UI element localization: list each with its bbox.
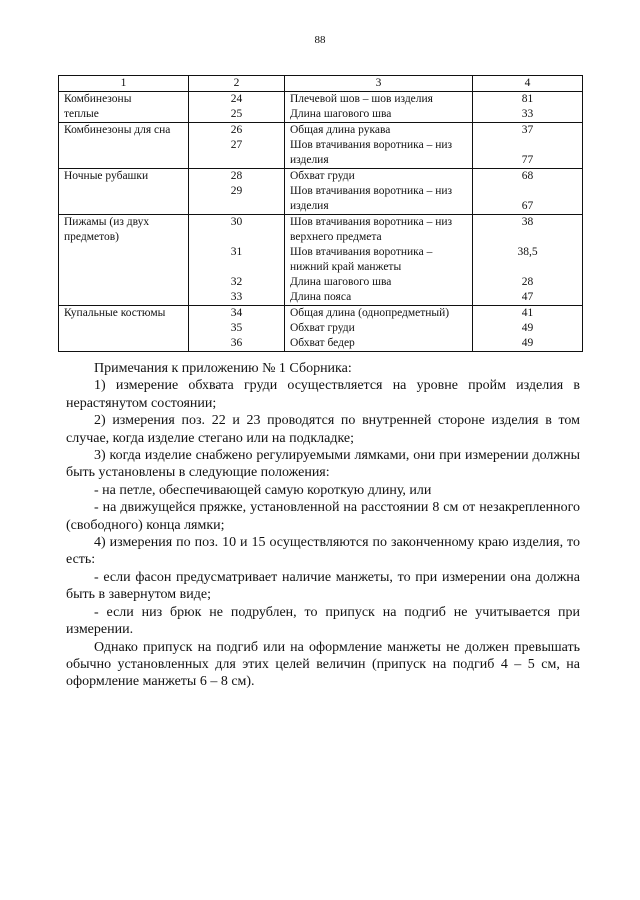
- cell-line: Комбинезоны для сна: [64, 124, 171, 136]
- cell-line: Ночные рубашки: [64, 170, 149, 182]
- cell-line: 81: [521, 93, 534, 105]
- column-header: 3: [285, 76, 473, 92]
- cell-line: 49: [521, 337, 534, 349]
- measurement-value-cell: [473, 123, 583, 169]
- cell-line: 36: [230, 337, 243, 349]
- cell-line: [478, 184, 577, 199]
- column-header: 1: [59, 76, 189, 92]
- cell-line: Длина шагового шва: [290, 108, 392, 120]
- note-item: 3) когда изделие снабжено регулируемыми лямками, они при измерении должны быть установлены в следующие положения:: [66, 448, 580, 481]
- cell-line: 25: [230, 108, 243, 120]
- garment-name-cell: [59, 306, 189, 352]
- cell-line: Пижамы (из двух: [64, 216, 150, 228]
- measurements-table: [58, 75, 583, 352]
- cell-line: Купальные костюмы: [64, 307, 166, 319]
- cell-line: Шов втачивания воротника – низ: [290, 185, 453, 197]
- garment-name-cell: [59, 169, 189, 215]
- notes-section: [66, 360, 580, 691]
- cell-line: Длина пояса: [290, 291, 352, 303]
- cell-line: 33: [521, 108, 534, 120]
- garment-name-cell: [59, 123, 189, 169]
- position-number-cell: [189, 306, 285, 352]
- cell-line: 33: [230, 291, 243, 303]
- note-item: 2) измерения поз. 22 и 23 проводятся по внутренней стороне изделия в том случае, когда изделие стегано или на подкладке;: [66, 413, 580, 446]
- table-header-row: [59, 76, 583, 92]
- cell-line: изделия: [290, 154, 329, 166]
- cell-line: 38,5: [517, 246, 538, 258]
- note-item: 4) измерения по поз. 10 и 15 осуществляются по законченному краю изделия, то есть:: [66, 535, 580, 568]
- cell-line: Общая длина рукава: [290, 124, 391, 136]
- cell-line: 49: [521, 322, 534, 334]
- cell-line: [194, 199, 279, 214]
- cell-line: Шов втачивания воротника – низ: [290, 139, 453, 151]
- cell-line: предметов): [64, 231, 119, 243]
- table-row: [59, 306, 583, 352]
- cell-line: Плечевой шов – шов изделия: [290, 93, 433, 105]
- cell-line: [478, 138, 577, 153]
- cell-line: Общая длина (однопредметный): [290, 307, 450, 319]
- cell-line: 47: [521, 291, 534, 303]
- note-final: Однако припуск на подгиб или на оформление манжеты не должен превышать обычно установленных для этих целей величин (припуск на подгиб 4 – 5 см, на оформление манжеты 6 – 8 см).: [66, 639, 580, 690]
- cell-line: [478, 230, 577, 245]
- measurement-name-cell: [285, 215, 473, 306]
- cell-line: 31: [230, 246, 243, 258]
- position-number-cell: [189, 123, 285, 169]
- note-subitem: - на движущейся пряжке, установленной на расстоянии 8 см от незакрепленного (свободного) конца лямки;: [66, 500, 580, 533]
- cell-line: 38: [521, 216, 534, 228]
- garment-name-cell: [59, 92, 189, 123]
- cell-line: 34: [230, 307, 243, 319]
- cell-line: 35: [230, 322, 243, 334]
- cell-line: 28: [521, 276, 534, 288]
- page-number: 88: [314, 34, 326, 46]
- measurement-value-cell: [473, 169, 583, 215]
- cell-line: Комбинезоны: [64, 93, 132, 105]
- column-header: 2: [189, 76, 285, 92]
- cell-line: 28: [230, 170, 243, 182]
- cell-line: 26: [230, 124, 243, 136]
- notes-title: Примечания к приложению № 1 Сборника:: [94, 361, 352, 376]
- cell-line: [194, 260, 279, 275]
- cell-line: изделия: [290, 200, 329, 212]
- cell-line: Обхват груди: [290, 170, 355, 182]
- measurement-name-cell: [285, 169, 473, 215]
- cell-line: нижний край манжеты: [290, 261, 402, 273]
- cell-line: 32: [230, 276, 243, 288]
- table-row: [59, 123, 583, 169]
- note-subitem: - если фасон предусматривает наличие манжеты, то при измерении она должна быть в завернутом виде;: [66, 569, 580, 603]
- measurement-value-cell: [473, 215, 583, 306]
- cell-line: 37: [521, 124, 534, 136]
- cell-line: теплые: [64, 108, 99, 120]
- cell-line: 24: [230, 93, 243, 105]
- position-number-cell: [189, 169, 285, 215]
- cell-line: 68: [521, 170, 534, 182]
- note-subitem: - на петле, обеспечивающей самую короткую длину, или: [94, 482, 432, 498]
- measurement-name-cell: [285, 306, 473, 352]
- cell-line: 29: [230, 185, 243, 197]
- cell-line: Длина шагового шва: [290, 276, 392, 288]
- cell-line: 67: [521, 200, 534, 212]
- cell-line: [478, 260, 577, 275]
- cell-line: Шов втачивания воротника – низ: [290, 216, 453, 228]
- cell-line: 77: [521, 154, 534, 166]
- cell-line: [194, 230, 279, 245]
- measurement-name-cell: [285, 123, 473, 169]
- note-item: 1) измерение обхвата груди осуществляется на уровне пройм изделия в нерастянутом состоянии;: [66, 378, 580, 411]
- table-body: [59, 92, 583, 352]
- cell-line: [194, 153, 279, 168]
- garment-name-cell: [59, 215, 189, 306]
- position-number-cell: [189, 92, 285, 123]
- measurement-name-cell: [285, 92, 473, 123]
- column-header: 4: [473, 76, 583, 92]
- position-number-cell: [189, 215, 285, 306]
- cell-line: Обхват груди: [290, 322, 355, 334]
- table-row: [59, 215, 583, 306]
- cell-line: Обхват бедер: [290, 337, 355, 349]
- cell-line: 41: [521, 307, 534, 319]
- measurement-value-cell: [473, 92, 583, 123]
- cell-line: 27: [230, 139, 243, 151]
- cell-line: 30: [230, 216, 243, 228]
- note-subitem: - если низ брюк не подрублен, то припуск на подгиб не учитывается при измерении.: [66, 604, 580, 638]
- measurement-value-cell: [473, 306, 583, 352]
- cell-line: верхнего предмета: [290, 231, 382, 243]
- table-row: [59, 92, 583, 123]
- table-row: [59, 169, 583, 215]
- cell-line: Шов втачивания воротника –: [290, 246, 433, 258]
